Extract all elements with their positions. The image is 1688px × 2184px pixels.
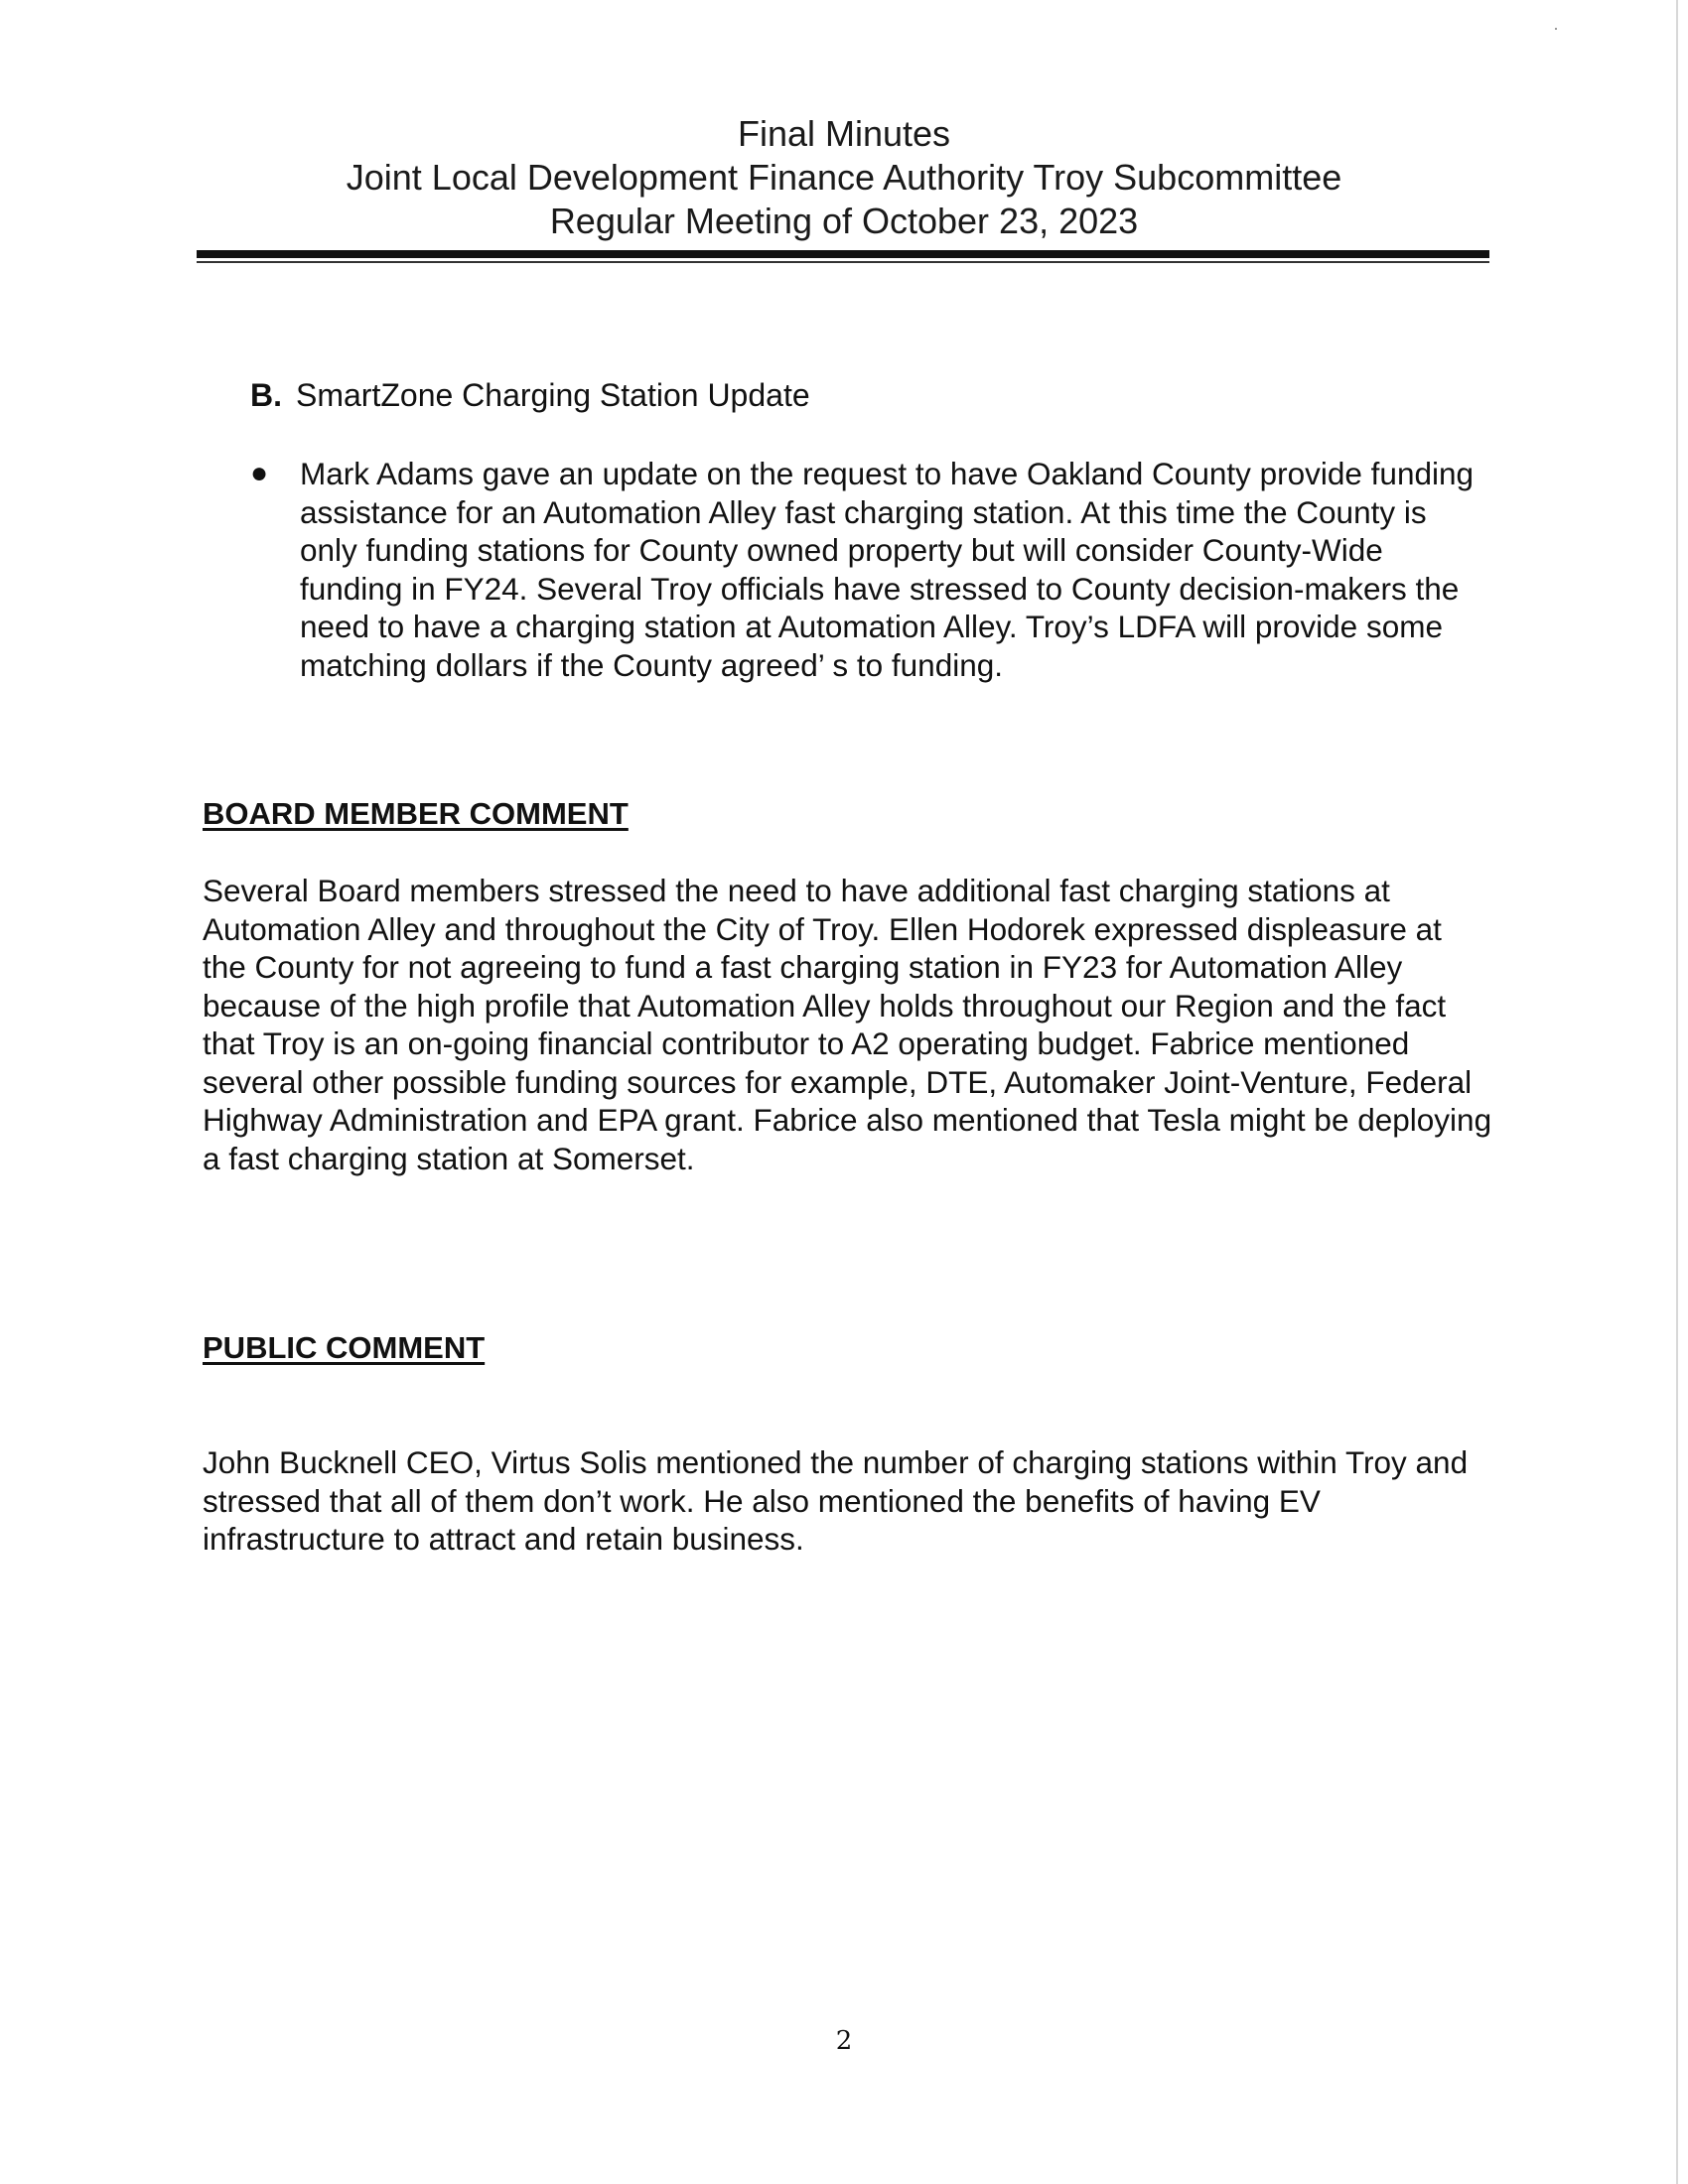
header-divider-thick xyxy=(197,250,1489,258)
board-member-comment-heading: BOARD MEMBER COMMENT xyxy=(203,796,629,831)
minutes-header xyxy=(199,112,1489,243)
public-comment-body: John Bucknell CEO, Virtus Solis mentioned the number of charging stations within Troy and stressed that all of them don’t work. He also mentioned the benefits of having EV infrastructure to attract and retain business. xyxy=(203,1444,1469,1557)
agenda-item-b-heading xyxy=(250,375,810,415)
scan-edge-line xyxy=(1676,0,1678,2184)
bullet-icon: ● xyxy=(250,457,269,489)
scan-speck xyxy=(1555,28,1557,30)
header-divider-thin xyxy=(197,261,1489,263)
agenda-item-b-bullet xyxy=(250,455,1481,684)
document-title: Final Minutes xyxy=(737,113,951,154)
agenda-item-title: SmartZone Charging Station Update xyxy=(296,377,810,413)
bullet-text: Mark Adams gave an update on the request to have Oakland County provide funding assistance for an Automation Alley fast charging station. At this time the County is only funding stations for County owned property but will consider County-Wide funding in FY24. Several Troy officials have stressed to County decision-makers the need to have a charging station at Automation Alley. Troy’s LDFA will provide some matching dollars if the County agreed’ s to funding. xyxy=(300,456,1475,683)
meeting-date: Regular Meeting of October 23, 2023 xyxy=(549,201,1139,241)
public-comment-heading: PUBLIC COMMENT xyxy=(203,1330,486,1365)
board-member-comment-body: Several Board members stressed the need to have additional fast charging stations at Automation Alley and throughout the City of Troy. Ellen Hodorek expressed displeasure at the County for not agreeing to fund a fast charging station in FY23 for Automation Alley because of the high profile that Automation Alley holds throughout our Region and the fact that Troy is an on-going financial contributor to A2 operating budget. Fabrice mentioned several other possible funding sources for example, DTE, Automaker Joint-Venture, Federal Highway Administration and EPA grant. Fabrice also mentioned that Tesla might be deploying a fast charging station at Somerset. xyxy=(203,873,1492,1176)
committee-name: Joint Local Development Finance Authority Troy Subcommittee xyxy=(346,157,1342,198)
agenda-item-letter: B. xyxy=(250,377,282,413)
page-number: 2 xyxy=(835,2026,853,2056)
